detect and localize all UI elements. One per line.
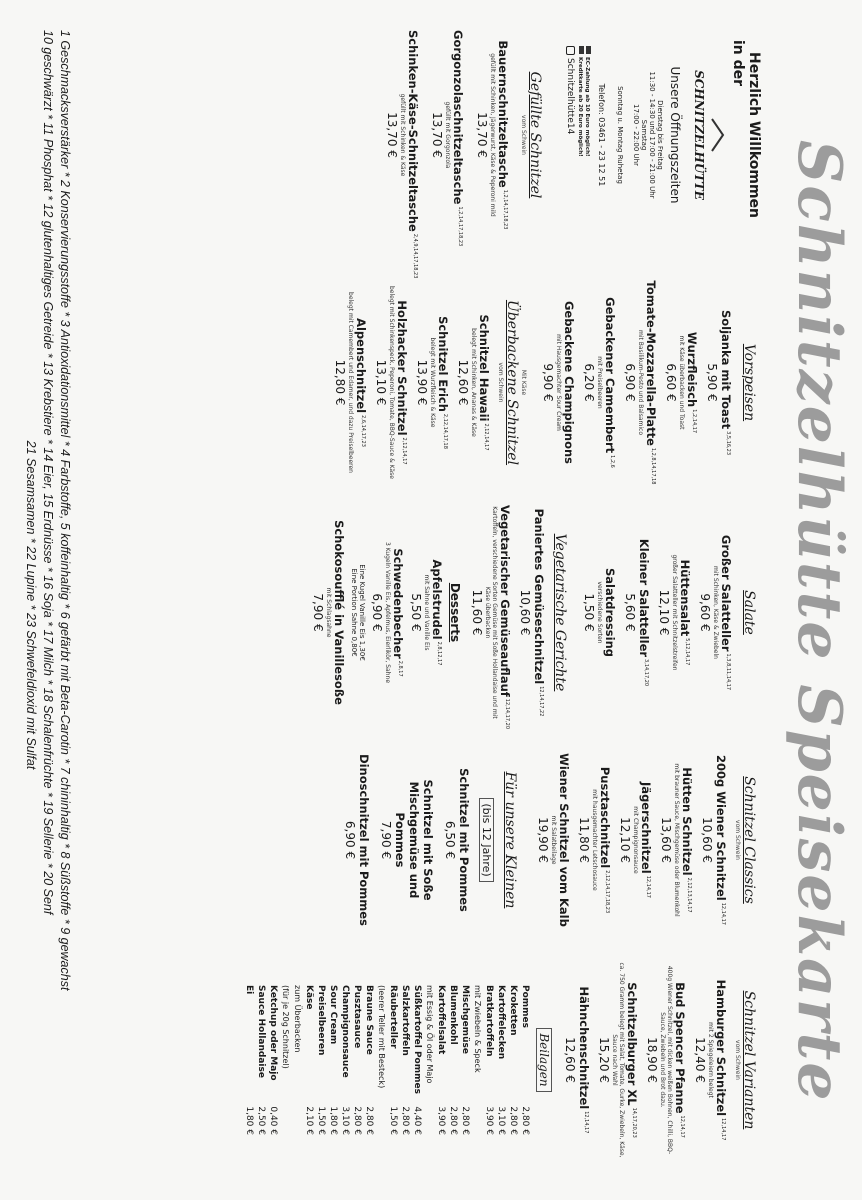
item-description: mit Hausgemachter Sour Cream: [555, 334, 562, 431]
menu-item: [577, 735, 612, 945]
beilagen-name: Pusztasauce: [352, 985, 362, 1049]
beilagen-row: [422, 985, 434, 1135]
item-description: mit Champignonsauce: [632, 806, 639, 874]
item-description: mit Preiselbeeren: [596, 356, 603, 409]
beilagen-row: [254, 985, 266, 1135]
item-price: 12,10 €: [657, 589, 671, 636]
item-name: Pusztaschnitzel: [598, 766, 612, 869]
item-name: Dinoschnitzel mit Pommes: [357, 754, 371, 926]
eis-extra-row: [358, 505, 366, 720]
sahne-extra-price: 0,80€: [350, 636, 358, 657]
item-name: Hähnchenschnitzel: [577, 986, 591, 1110]
kleinen-heading: Für unsere Kleinen: [502, 771, 518, 909]
item-name: Schnitzelburger XL: [625, 982, 639, 1106]
beilagen-name: Champignonsauce: [340, 985, 350, 1078]
allergen-codes: 2,12,14,17,18: [441, 413, 448, 449]
item-name: 200g Wiener Schnitzel: [714, 755, 728, 901]
item-description: gefüllt mit Schinken & Käse: [399, 93, 406, 177]
beilagen-price: 2,80 €: [508, 1106, 518, 1135]
item-price: 10,60 €: [700, 817, 714, 863]
allergen-line1: 1 Geschmacksverstärker * 2 Konservierungsstoffe * 3 Antioxidationsmittel * 4 Farbstoffe, 5 koffeinhaltig * 6 gefärbt mit Beta-Carotin * 7 chininhaltig * 8 Süßstoffe * 9 gewachst: [58, 30, 72, 991]
item-name: Gebackene Champignons: [562, 300, 576, 465]
item-name: Schnitzel mit Soße Mischgemüse und Pommes: [393, 779, 435, 901]
beilagen-price: 0,40 €: [268, 1106, 278, 1135]
allergen-codes: 1,2,14,17: [690, 409, 697, 434]
menu-item: [618, 735, 653, 945]
beilagen-price: 2,80 €: [520, 1106, 530, 1135]
item-name: Tomate-Mozzarella-Platte: [644, 280, 658, 446]
hours-line1: Dienstag bis Freitag: [656, 100, 664, 170]
allergen-codes: 2,8,17: [396, 660, 403, 677]
item-description: mit Sahne und Vanille Eis: [423, 574, 430, 651]
item-price: 19,90 €: [536, 817, 550, 863]
item-description: mit Käse überbacken und Toast: [678, 335, 685, 430]
item-description: 3 Kugeln Vanille Eis, Apfelmus, Eierlikör, Sahne: [384, 541, 391, 684]
beilagen-name: mit Zwiebeln & Speck: [473, 985, 482, 1073]
beilagen-row: [350, 985, 362, 1135]
beilagen-price: 2,10 €: [304, 1106, 314, 1135]
column-classics: [343, 735, 757, 945]
allergen-codes: 12,14,17: [582, 1111, 589, 1134]
classics-heading: Schnitzel Classics: [741, 776, 757, 904]
item-price: 6,20 €: [582, 363, 596, 402]
column-varianten: [240, 960, 757, 1160]
item-description: mit Schinken, Käse & Zwiebeln: [712, 566, 719, 659]
beilagen-row: [434, 985, 446, 1135]
beilagen-name: Kartoffelecken: [496, 985, 506, 1060]
beilagen-row: [446, 985, 458, 1135]
item-price: 6,90 €: [623, 363, 637, 402]
hut-logo-icon: [706, 115, 725, 155]
item-price: 6,90 €: [370, 593, 384, 632]
beilagen-row: [506, 985, 518, 1135]
item-price: 9,90 €: [541, 363, 555, 402]
gefuellte-list: [385, 30, 510, 279]
beilagen-price: 2,80 €: [400, 1106, 410, 1135]
beilagen-name: Braune Sauce: [364, 985, 374, 1055]
beilagen-price: 1,50 €: [388, 1106, 398, 1135]
beilagen-row: [386, 985, 398, 1135]
item-name: Hütten Schnitzel: [680, 767, 694, 876]
beilagen-price: 4,40 €: [412, 1106, 422, 1135]
item-description: mit Salatbeilage: [550, 815, 557, 865]
eis-extra-price: 1,30€: [358, 640, 366, 661]
item-name: Apfelstrudel: [430, 559, 444, 640]
beilagen-price: 1,80 €: [244, 1106, 254, 1135]
beilagen-name: Ketchup oder Majo: [268, 985, 278, 1081]
item-price: 13,60 €: [659, 817, 673, 863]
ec-card-icon: [586, 46, 591, 54]
beilagen-row: [290, 985, 302, 1135]
item-price: 15,20 €: [597, 1037, 611, 1083]
item-description: belegt mit Schinkenspeck, Peperoni, Tomate, BBQ-Sauce & Käse: [388, 285, 395, 479]
item-description: belegt mit Wurzfleisch & Käse: [429, 337, 436, 428]
item-description: mit Basilikum-Pesto und Balsamico: [637, 329, 644, 435]
item-description: großer Salatteller mit Schnitzelstreifen: [671, 554, 678, 671]
column-salate: [311, 505, 757, 729]
menu-item: [311, 505, 346, 720]
menu-item: [374, 280, 409, 485]
menu-item: [518, 505, 546, 720]
hours-line3: Samstag: [640, 119, 648, 151]
allergen-footer: [24, 30, 72, 1180]
allergen-codes: 2,12,14,17: [482, 423, 489, 451]
beilagen-row: [374, 985, 386, 1135]
vegetarisch-heading: Vegetarische Gerichte: [552, 533, 568, 692]
item-description: Kartoffeln, verschiedene Sorten Gemüse mit Soße Hollandaise und mit Käse überbacken: [484, 506, 498, 719]
beilagen-price: 2,80 €: [364, 1106, 374, 1135]
beilagen-price: 2,80 €: [352, 1106, 362, 1135]
menu-item: [705, 280, 733, 485]
desserts-heading: Desserts: [448, 582, 462, 643]
phone-number: Telefon: 03461 - 23 12 51: [597, 83, 606, 187]
beilagen-row: [302, 985, 314, 1135]
item-description: belegt mit Camembert und Edamer, und dazu Preiselbeeren: [347, 292, 354, 473]
allergen-codes: 2,12,14,17: [400, 437, 407, 465]
allergen-line2: 10 geschwärzt * 11 Phosphat * 12 glutenhaltiges Getreide * 13 Krebstiere * 14 Eier, 15 Erdnüsse * 16 Soja * 17 Milch * 18 Schalenfrüchte * 19 Sellerie * 20 Senf: [41, 30, 55, 915]
item-description: verschiedene Sorten: [596, 581, 603, 644]
item-name: Wurzfleisch: [685, 331, 699, 408]
beilagen-price: 2,50 €: [256, 1106, 266, 1135]
allergen-codes: 1,2,14,17,18,23: [456, 206, 463, 247]
item-price: 5,60 €: [623, 593, 637, 632]
menu-item: [623, 280, 658, 485]
allergen-codes: 1,2,6: [608, 455, 615, 468]
beilagen-name: (leerer Teller mit Besteck): [377, 985, 386, 1089]
item-description: mit Schlagsahne: [325, 587, 332, 638]
instagram-handle: Schnitzelhütte14: [565, 58, 575, 135]
allergen-codes: 2,12,13,14,17: [685, 877, 692, 913]
menu-item: [582, 505, 617, 720]
menu-item: [623, 505, 651, 720]
item-name: Holzhacker Schnitzel: [395, 300, 409, 436]
item-price: 13,70 €: [385, 112, 399, 158]
menu-item: [698, 505, 733, 720]
ec-line1: EC-Zahlung ab 10 Euro möglich!: [584, 57, 590, 157]
item-name: Gorgonzolaschnitzeltasche: [451, 30, 465, 205]
item-name: Vegetarischer Gemüseauflauf: [498, 505, 512, 697]
allergen-codes: 1,2,14,17,18,23: [501, 189, 508, 230]
menu-item: [563, 960, 591, 1160]
item-description: 400g Wiener Schnitzel, mit dicken weißen Bohnen, Chilli, BBQ-Sauce, Zwiebeln und Brot dazu.: [659, 965, 673, 1155]
menu-item: [379, 735, 435, 945]
item-price: 13,70 €: [475, 112, 489, 158]
beilagen-row: [278, 985, 290, 1135]
beilagen-name: Süßkartoffel Pommes: [412, 985, 422, 1094]
beilagen-price: 3,90 €: [484, 1106, 494, 1135]
beilagen-row: [482, 985, 494, 1135]
menu-item: [343, 735, 371, 945]
item-name: Hüttensalat: [678, 559, 692, 637]
menu-item: [700, 735, 728, 945]
item-price: 5,90 €: [705, 363, 719, 402]
column-vorspeisen: [333, 280, 757, 485]
item-price: 7,90 €: [311, 593, 325, 632]
allergen-codes: 1,3,8,11,14,17: [724, 653, 731, 691]
allergen-codes: 12,14,17: [644, 875, 651, 898]
beilagen-name: Pommes: [520, 985, 530, 1028]
item-name: Schnitzel Erich: [436, 316, 450, 412]
greeting-line1: Herzlich Willkommen: [746, 51, 762, 219]
menu-item: [415, 280, 450, 485]
item-name: Wiener Schnitzel vom Kalb: [557, 753, 571, 927]
sahne-extra-label: Eine Portion Sahne: [350, 568, 358, 635]
allergen-codes: 12,14,17,20: [503, 698, 510, 729]
beilagen-name: Kartoffelsalat: [436, 985, 446, 1055]
menu-item: [430, 30, 465, 247]
beilagen-heading: Beilagen: [536, 1028, 552, 1091]
salate-heading: Salate: [741, 590, 757, 635]
menu-item: [582, 280, 617, 485]
item-price: 10,60 €: [518, 589, 532, 636]
beilagen-row: [242, 985, 254, 1135]
beilagen-price: 1,50 €: [316, 1106, 326, 1135]
item-price: 12,60 €: [563, 1037, 577, 1083]
beilagen-name: Sour Cream: [328, 985, 338, 1045]
item-price: 11,60 €: [470, 589, 484, 636]
item-description: mit hausgemachter Letschosauce: [591, 789, 598, 891]
allergen-codes: 12,14,17: [719, 1118, 726, 1141]
beilagen-name: Kroketten: [508, 985, 518, 1036]
beilagen-price: 2,80 €: [460, 1106, 470, 1135]
beilagen-name: Mischgemüse: [460, 985, 470, 1054]
item-price: 13,70 €: [430, 112, 444, 158]
menu-item: [597, 960, 639, 1160]
item-description: ca. 750 Gramm belegt mit Salat, Tomate, Gurke, Zwiebeln, Käse, Sauce nach Wahl: [611, 962, 625, 1158]
eis-extra-label: Eine Kugel Vanille Eis: [358, 564, 366, 639]
item-price: 11,80 €: [577, 817, 591, 863]
hours-line2: 11:30 - 14:30 und 17:00 - 21:00 Uhr: [648, 71, 656, 199]
allergen-codes: 14,17,20,23: [630, 1107, 637, 1138]
allergen-codes: 3,5,16,23: [724, 431, 731, 456]
item-name: Soljanka mit Toast: [719, 309, 733, 430]
vorspeisen-heading: Vorspeisen: [741, 343, 757, 422]
allergen-codes: 2,12,14,17,18,23: [603, 870, 610, 914]
allergen-codes: 2,6,14,17,23: [359, 415, 366, 447]
beilagen-price: 3,10 €: [340, 1106, 350, 1135]
menu-item: [456, 280, 491, 485]
beilagen-name: Salzkartoffeln: [400, 985, 410, 1056]
item-price: 12,80 €: [333, 359, 347, 406]
item-description: belegt mit Schinken, Ananas & Käse: [470, 328, 477, 437]
beilagen-name: Preiselbeeren: [316, 985, 326, 1056]
varianten-vom: vom Schwein: [734, 1040, 741, 1080]
beilagen-row: [326, 985, 338, 1135]
item-description: mit 2 Spiegeleiern belegt: [707, 1022, 714, 1098]
item-price: 12,10 €: [618, 817, 632, 863]
item-name: Bud Spencer Pfanne: [673, 982, 687, 1114]
varianten-heading: Schnitzel Varianten: [741, 990, 757, 1130]
beilagen-list: [240, 985, 530, 1135]
hours-line5: Sonntag u. Montag Ruhetag: [616, 86, 624, 184]
item-name: Schwedenbecher: [391, 548, 405, 659]
ec-line2: Kreditkarte ab 20 Euro möglich!: [577, 57, 583, 157]
allergen-codes: 3,14,17,20: [642, 659, 649, 687]
beilagen-row: [314, 985, 326, 1135]
gefuellte-vom: vom Schwein: [520, 115, 527, 155]
beilagen-row: [458, 985, 470, 1135]
hours-title: Unsere Öffnungszeiten: [668, 66, 682, 204]
allergen-line3: 21 Sesamsamen * 22 Lupine * 23 Schwefeldioxid mit Sulfat: [24, 440, 38, 770]
item-name: Salatdressing: [603, 568, 617, 657]
beilagen-name: mit Essig & Öl oder Majo: [425, 985, 434, 1084]
allergen-codes: 12,14,17: [678, 1115, 685, 1138]
item-description: gefüllt mit Schinken, Jägerwurst, Käse & Peperoni mild: [489, 53, 496, 217]
item-price: 5,50 €: [409, 593, 423, 632]
item-name: Schnitzel mit Pommes: [457, 768, 471, 912]
item-name: Alpenschnitzel: [354, 318, 368, 414]
allergen-codes: 12,14,17,22: [537, 686, 544, 717]
item-name: Kleiner Salatteller: [637, 538, 651, 658]
allergen-codes: 5,12,14,17: [683, 638, 690, 666]
item-name: Schnitzel Hawaii: [477, 314, 491, 422]
beilagen-name: Räuberteller: [388, 985, 398, 1049]
beilagen-row: [338, 985, 350, 1135]
item-name: Paniertes Gemüseschnitzel: [532, 508, 546, 685]
item-name: Schokosoufflé in Vanillesoße: [332, 520, 346, 705]
item-name: Gebackener Camembert: [603, 297, 617, 454]
allergen-codes: 1,2,8,14,17,18: [649, 447, 656, 485]
menu-item: [657, 505, 692, 720]
item-price: 6,90 €: [343, 820, 357, 860]
item-price: 18,90 €: [645, 1037, 659, 1083]
menu-item: [645, 960, 687, 1160]
greeting-line2: in der: [730, 40, 746, 87]
menu-item: [541, 280, 576, 485]
ueberbackene-heading: Überbackene Schnitzel: [504, 299, 520, 466]
item-price: 1,50 €: [582, 593, 596, 632]
item-price: 12,40 €: [693, 1037, 707, 1083]
menu-item: [659, 735, 694, 945]
beilagen-row: [494, 985, 506, 1135]
item-price: 12,60 €: [456, 359, 470, 406]
menu-item: [664, 280, 699, 485]
beilagen-row: [470, 985, 482, 1135]
beilagen-price: 1,80 €: [328, 1106, 338, 1135]
logo-text: SCHNITZELHÜTTE: [692, 70, 706, 200]
beilagen-name: Bratkartoffeln: [484, 985, 494, 1057]
beilagen-row: [266, 985, 278, 1135]
classics-vom: vom Schwein: [734, 820, 741, 860]
item-price: 9,60 €: [698, 593, 712, 632]
item-name: Großer Salatteller: [719, 534, 733, 652]
menu-item: [409, 505, 444, 720]
item-price: 6,50 €: [443, 820, 457, 860]
item-name: Bauernschnitzeltasche: [496, 40, 510, 188]
beilagen-name: Käse: [304, 985, 314, 1010]
allergen-codes: 2,8,12,17: [435, 641, 442, 666]
item-name: Hamburger Schnitzel: [714, 979, 728, 1117]
item-description: gefüllt mit Gorgonzola: [444, 101, 451, 169]
kleinen-age-badge: (bis 12 Jahre): [479, 798, 494, 881]
item-name: Jägerschnitzel: [639, 782, 653, 874]
menu-item: [475, 30, 510, 240]
menu-title: Schnitzelhütte Speisekarte: [784, 140, 854, 1103]
intro-column: [385, 30, 762, 279]
item-name: Schinken-Käse-Schnitzeltasche: [406, 30, 420, 232]
menu-item: [693, 960, 728, 1160]
menu-item: [333, 280, 368, 485]
gefuellte-heading: Gefüllte Schnitzel: [527, 71, 543, 199]
beilagen-price: 3,10 €: [496, 1106, 506, 1135]
ueberbackene-vom: vom Schwein: [497, 362, 504, 403]
beilagen-name: Sauce Hollandaise: [256, 985, 266, 1078]
menu-item: [370, 505, 405, 720]
instagram-icon: [566, 46, 575, 55]
beilagen-name: Ei: [244, 985, 254, 995]
menu-item: [470, 505, 512, 729]
beilagen-row: [518, 985, 530, 1135]
hours-line4: 17:00 - 22:00 Uhr: [632, 104, 640, 166]
sahne-extra-row: [350, 505, 358, 720]
item-price: 7,90 €: [379, 820, 393, 860]
beilagen-name: Blumenkohl: [448, 985, 458, 1045]
item-description: mit brauner Sauce, Mischgemüse oder Blumenkohl: [673, 763, 680, 917]
menu-item: [385, 30, 420, 279]
beilagen-row: [362, 985, 374, 1135]
ueberbackene-sub: Mit Käse: [520, 369, 527, 396]
item-price: 13,90 €: [415, 359, 429, 406]
item-price: 13,10 €: [374, 359, 388, 406]
item-price: 6,60 €: [664, 363, 678, 402]
credit-card-icon: [579, 46, 584, 54]
beilagen-row: [398, 985, 410, 1135]
beilagen-name: (für je 20g Schnitzel): [281, 985, 290, 1069]
beilagen-name: zum Überbacken: [293, 985, 302, 1053]
beilagen-row: [410, 985, 422, 1135]
allergen-codes: 12,14,17: [719, 902, 726, 925]
menu-item: [536, 735, 571, 945]
menu-item: [443, 735, 471, 945]
beilagen-price: 2,80 €: [448, 1106, 458, 1135]
beilagen-price: 3,90 €: [436, 1106, 446, 1135]
allergen-codes: 2,4,9,14,17,18,23: [411, 233, 418, 279]
